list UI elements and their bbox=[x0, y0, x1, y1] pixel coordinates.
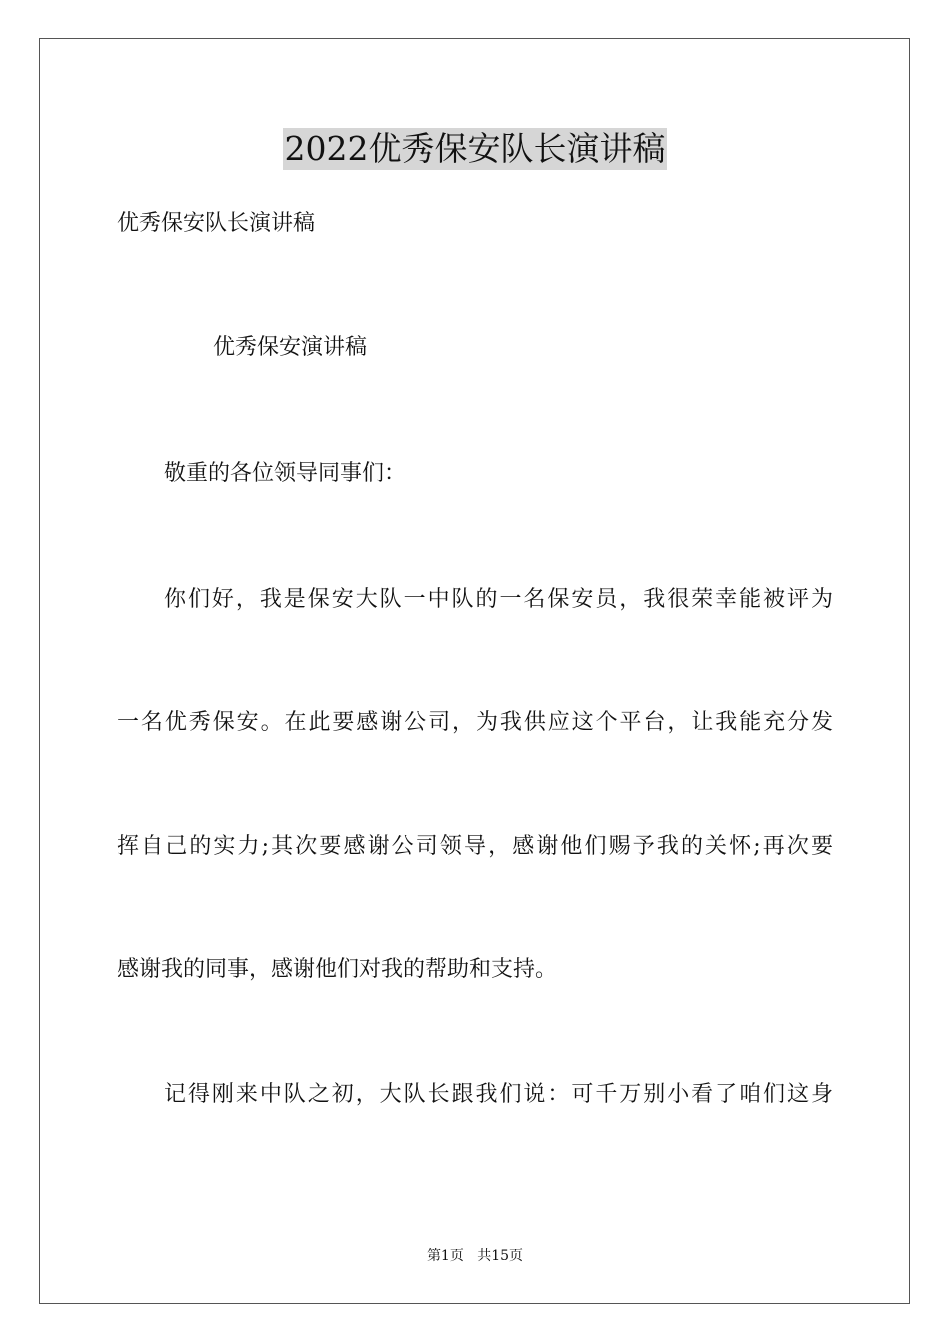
document-title bbox=[0, 128, 950, 170]
salutation: 敬重的各位领导同事们： bbox=[164, 461, 407, 486]
paragraph-line: 一名优秀保安。在此要感谢公司，为我供应这个平台，让我能充分发 bbox=[117, 710, 833, 735]
page-total: 共15页 bbox=[477, 1248, 524, 1264]
speech-heading: 优秀保安演讲稿 bbox=[213, 335, 368, 360]
page-footer bbox=[0, 1247, 950, 1265]
paragraph-line: 记得刚来中队之初，大队长跟我们说：可千万别小看了咱们这身 bbox=[164, 1082, 833, 1107]
subtitle-line: 优秀保安队长演讲稿 bbox=[117, 211, 316, 236]
page-number: 第1页 bbox=[426, 1248, 464, 1264]
paragraph-line: 你们好，我是保安大队一中队的一名保安员，我很荣幸能被评为 bbox=[164, 587, 833, 612]
document-title-text: 2022优秀保安队长演讲稿 bbox=[284, 129, 666, 168]
paragraph-line: 挥自己的实力;其次要感谢公司领导，感谢他们赐予我的关怀;再次要 bbox=[117, 834, 833, 859]
paragraph-line: 感谢我的同事，感谢他们对我的帮助和支持。 bbox=[117, 957, 558, 982]
